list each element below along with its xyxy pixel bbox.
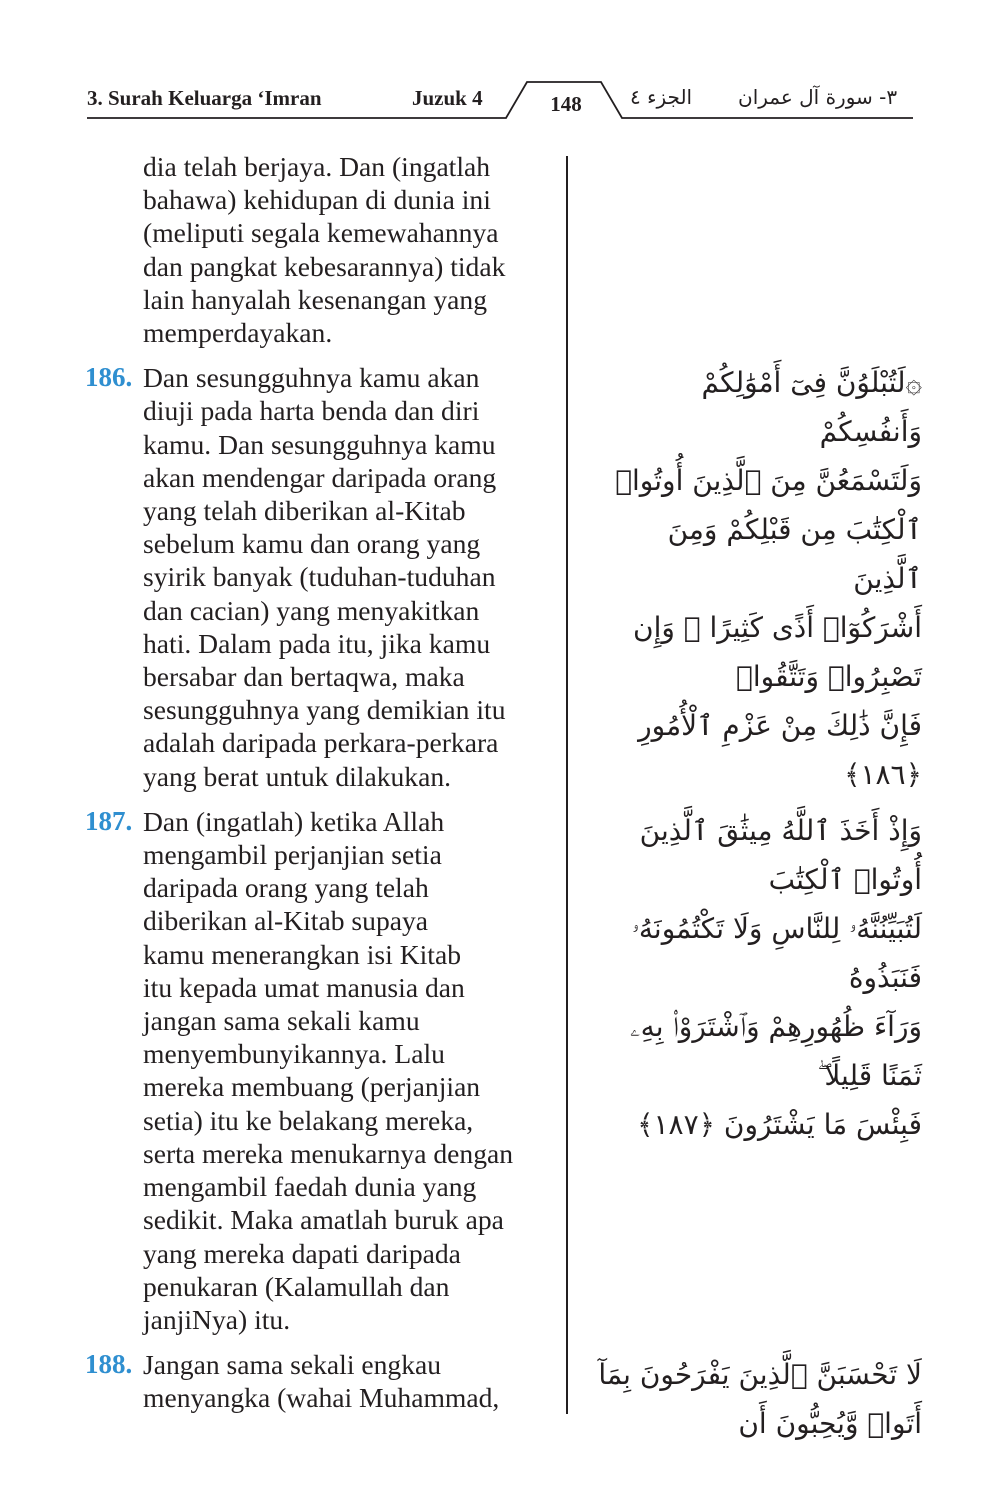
- juz-arabic: الجزء ٤: [630, 85, 693, 109]
- arabic-ayah-187: وَإِذْ أَخَذَ ٱللَّهُ مِيثَٰقَ ٱلَّذِينَ أُوتُوا۟ ٱلْكِتَٰبَ لَتُبَيِّنُنَّهُۥ لِلنَّاسِ وَلَا تَكْتُمُونَهُۥ فَنَبَذُوهُ وَرَآءَ ظُهُورِهِمْ وَٱشْتَرَوْا۟ بِهِۦ ثَمَنًا قَلِيلًا ۖ فَبِئْسَ مَا يَشْتَرُونَ ﴿١٨٧﴾: [630, 814, 922, 1141]
- verse-text: Dan sesungguhnya kamu akan diuji pada harta benda dan diri kamu. Dan sesungguhnya kamu akan mendengar daripada orang yang telah diberikan al-Kitab sebelum kamu dan orang yang syirik banyak (tuduhan-tuduhan dan cacian) yang menyakitkan hati. Dalam pada itu, jika kamu bersabar dan bertaqwa, maka sesungguhnya yang demikian itu adalah daripada perkara-perkara yang berat untuk dilakukan.: [143, 362, 506, 792]
- page-number: 148: [550, 92, 582, 116]
- verse-number: 188.: [85, 1349, 133, 1380]
- verse-number: 186.: [85, 362, 133, 393]
- verse-number: 187.: [85, 805, 133, 836]
- intro-paragraph: [85, 150, 555, 349]
- surah-title: 3. Surah Keluarga ‘Imran: [87, 86, 322, 110]
- verse-text: Jangan sama sekali engkau menyangka (wahai Muhammad,: [143, 1349, 500, 1414]
- column-divider: [566, 156, 568, 1414]
- surah-arabic: ٣- سورة آل عمران: [738, 85, 898, 109]
- verse-188: [85, 1348, 555, 1414]
- arabic-ayah-188: لَا تَحْسَبَنَّ ٱلَّذِينَ يَفْرَحُونَ بِمَآ أَتَوا۟ وَّيُحِبُّونَ أَن: [598, 1358, 922, 1440]
- verse-187: [85, 805, 555, 1336]
- arabic-ayah-186: ۞لَتُبْلَوُنَّ فِىٓ أَمْوَٰلِكُمْ وَأَنفُسِكُمْ وَلَتَسْمَعُنَّ مِنَ ٱلَّذِينَ أُوتُوا۟ ٱلْكِتَٰبَ مِن قَبْلِكُمْ وَمِنَ ٱلَّذِينَ أَشْرَكُوٓا۟ أَذًى كَثِيرًا ۚ وَإِن تَصْبِرُوا۟ وَتَتَّقُوا۟ فَإِنَّ ذَٰلِكَ مِنْ عَزْمِ ٱلْأُمُورِ ﴿١٨٦﴾: [615, 366, 922, 791]
- translation-column: [85, 150, 555, 1427]
- page-header: [0, 0, 1000, 130]
- verse-text: Dan (ingatlah) ketika Allah mengambil perjanjian setia daripada orang yang telah diberikan al-Kitab supaya kamu menerangkan isi Kitab itu kepada umat manusia dan jangan sama sekali kamu menyembunyikannya. Lalu mereka membuang (perjanjian setia) itu ke belakang mereka, serta mereka menukarnya dengan mengambil faedah dunia yang sedikit. Maka amatlah buruk apa yang mereka dapati daripada penukaran (Kalamullah dan janjiNya) itu.: [143, 805, 514, 1335]
- juzuk-label: Juzuk 4: [412, 86, 483, 110]
- verse-186: [85, 361, 555, 793]
- intro-text: dia telah berjaya. Dan (ingatlah bahawa) kehidupan di dunia ini (meliputi segala kemewahannya dan pangkat kebesarannya) tidak lain hanyalah kesenangan yang memperdayakan.: [143, 151, 506, 349]
